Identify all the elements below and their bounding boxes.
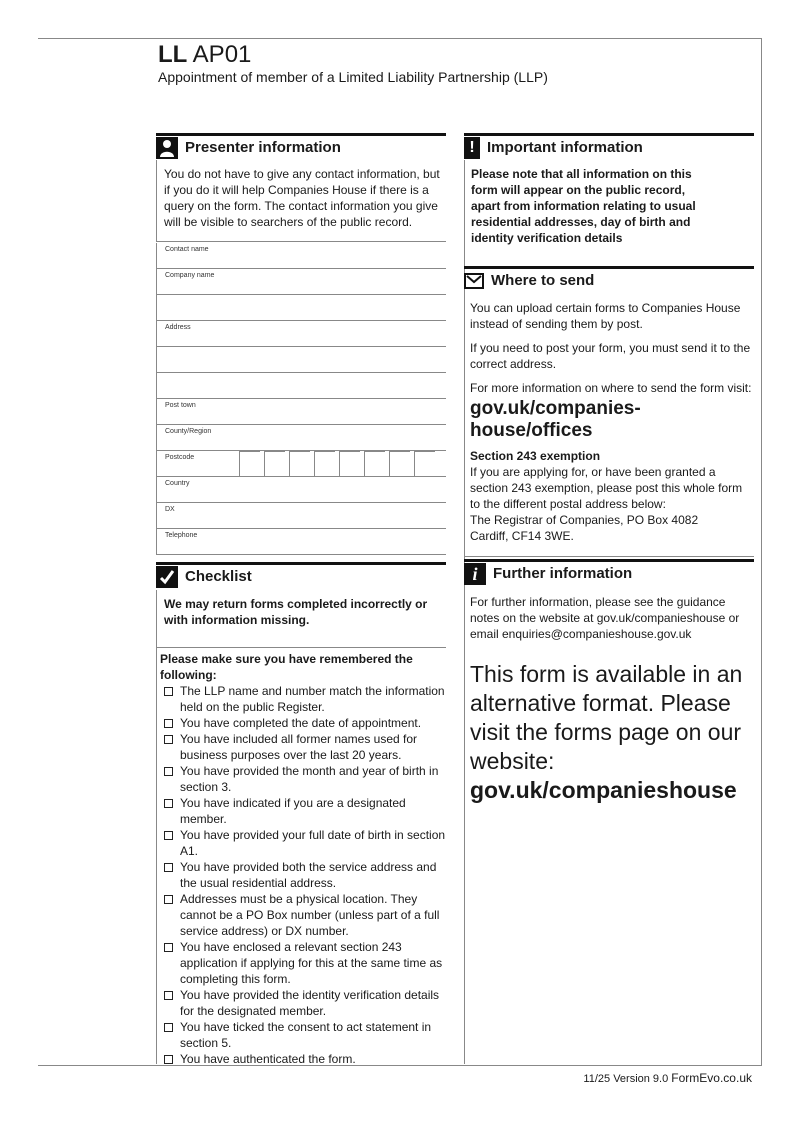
footer (583, 1071, 752, 1086)
checklist-rule (156, 648, 157, 1064)
postcode-box[interactable] (389, 451, 410, 477)
checklist-item[interactable]: You have provided the identity verification details for the designated member. (160, 987, 446, 1019)
checklist (160, 651, 446, 1067)
postcode-box[interactable] (239, 451, 260, 477)
checklist-warning: We may return forms completed incorrectly or with information missing. (156, 590, 446, 648)
info-icon: i (464, 563, 486, 585)
checklist-item[interactable]: You have provided both the service address and the usual residential address. (160, 859, 446, 891)
address-line-3-field[interactable] (156, 373, 446, 399)
top-rule (38, 38, 762, 39)
postcode-label: Postcode (165, 454, 195, 461)
checkbox[interactable] (164, 1055, 173, 1064)
checkbox[interactable] (164, 863, 173, 872)
postcode-box[interactable] (289, 451, 310, 477)
telephone-field[interactable] (156, 529, 446, 555)
important-section-header (464, 133, 754, 159)
checkbox[interactable] (164, 943, 173, 952)
checkbox[interactable] (164, 719, 173, 728)
address-line-2-field[interactable] (156, 347, 446, 373)
checklist-item[interactable]: You have enclosed a relevant section 243 application if applying for this at the same time as completing this form. (160, 939, 446, 987)
registrar-address-line2: Cardiff, CF14 3WE. (470, 529, 574, 543)
checklist-item[interactable]: You have included all former names used for business purposes over the last 20 years. (160, 731, 446, 763)
column-divider (464, 160, 465, 1064)
checkbox[interactable] (164, 831, 173, 840)
presenter-section-header (156, 133, 446, 159)
checklist-item[interactable]: You have authenticated the form. (160, 1051, 446, 1067)
form-title: Appointment of member of a Limited Liability Partnership (LLP) (158, 69, 548, 85)
form-code-number: AP01 (192, 41, 252, 68)
postcode-box[interactable] (264, 451, 285, 477)
address-field[interactable] (156, 321, 446, 347)
where-upload-text: You can upload certain forms to Companies House instead of sending them by post. (470, 301, 741, 331)
important-title: Important information (487, 139, 643, 156)
country-label: Country (165, 480, 190, 487)
envelope-icon (464, 273, 484, 289)
further-section-header (464, 559, 754, 585)
postcode-box[interactable] (339, 451, 360, 477)
country-field[interactable] (156, 477, 446, 503)
checkbox[interactable] (164, 687, 173, 696)
checklist-item[interactable]: Addresses must be a physical location. They cannot be a PO Box number (unless part of a full service address) or DX number. (160, 891, 446, 939)
company-name-label: Company name (165, 272, 215, 279)
version-text: 11/25 Version 9.0 (583, 1073, 669, 1085)
alt-format-text: This form is available in an alternative format. Please visit the forms page on our website: (470, 661, 743, 774)
right-rule (761, 38, 762, 1065)
checkbox[interactable] (164, 1023, 173, 1032)
important-text: Please note that all information on this form will appear on the public record, apart from information relating to usual residential addresses, day of birth and identity verification details (471, 167, 696, 245)
checkbox[interactable] (164, 735, 173, 744)
further-text: For further information, please see the guidance notes on the website at gov.uk/companieshouse or email enquiries@companieshouse.gov.uk (470, 595, 740, 641)
address-label: Address (165, 324, 191, 331)
checklist-item[interactable]: You have provided your full date of birth in section A1. (160, 827, 446, 859)
where-visit-text: For more information on where to send the form visit: (470, 381, 752, 395)
checkbox[interactable] (164, 991, 173, 1000)
contact-name-label: Contact name (165, 246, 209, 253)
where-section-header (464, 266, 754, 292)
checklist-item[interactable]: You have indicated if you are a designated member. (160, 795, 446, 827)
offices-link[interactable]: gov.uk/companies-house/offices (470, 398, 641, 441)
contact-name-field[interactable] (156, 243, 446, 269)
postcode-box[interactable] (414, 451, 435, 477)
checklist-title: Checklist (185, 568, 252, 585)
county-label: County/Region (165, 428, 212, 435)
post-town-label: Post town (165, 402, 196, 409)
county-field[interactable] (156, 425, 446, 451)
postcode-box[interactable] (314, 451, 335, 477)
where-post-text: If you need to post your form, you must send it to the correct address. (470, 341, 751, 371)
person-icon (156, 137, 178, 159)
exemption-text: If you are applying for, or have been granted a section 243 exemption, please post this whole form to the different postal address below: (470, 465, 743, 511)
presenter-title: Presenter information (185, 139, 341, 156)
dx-field[interactable] (156, 503, 446, 529)
blank-line-field[interactable] (156, 295, 446, 321)
checkmark-icon (156, 566, 178, 588)
postcode-box[interactable] (364, 451, 385, 477)
post-town-field[interactable] (156, 399, 446, 425)
presenter-intro: You do not have to give any contact information, but if you do it will help Companies House if there is a query on the form. The contact information you give will be visible to searchers of the public record. (156, 160, 446, 242)
checklist-item[interactable]: You have completed the date of appointment. (160, 715, 446, 731)
brand-text: FormEvo.co.uk (671, 1071, 752, 1085)
telephone-label: Telephone (165, 532, 198, 539)
alt-format-notice (470, 660, 760, 805)
checkbox[interactable] (164, 767, 173, 776)
registrar-address-line1: The Registrar of Companies, PO Box 4082 (470, 513, 699, 527)
postcode-boxes (239, 451, 439, 477)
dx-label: DX (165, 506, 175, 513)
exclamation-icon: ! (464, 137, 480, 159)
companieshouse-link[interactable]: gov.uk/companieshouse (470, 777, 737, 803)
exemption-title: Section 243 exemption (470, 449, 601, 463)
form-code (158, 42, 251, 68)
checklist-items (160, 683, 446, 1067)
checklist-item[interactable]: You have ticked the consent to act statement in section 5. (160, 1019, 446, 1051)
where-bottom-rule (464, 556, 754, 557)
postcode-field[interactable] (156, 451, 446, 477)
checkbox[interactable] (164, 895, 173, 904)
company-name-field[interactable] (156, 269, 446, 295)
checkbox[interactable] (164, 799, 173, 808)
checklist-item[interactable]: You have provided the month and year of birth in section 3. (160, 763, 446, 795)
checklist-section-header (156, 562, 446, 588)
form-code-prefix: LL (158, 41, 188, 68)
checklist-item[interactable]: The LLP name and number match the information held on the public Register. (160, 683, 446, 715)
where-content (470, 300, 754, 544)
further-title: Further information (493, 565, 633, 582)
checklist-intro: Please make sure you have remembered the following: (160, 652, 413, 682)
where-title: Where to send (491, 272, 595, 289)
